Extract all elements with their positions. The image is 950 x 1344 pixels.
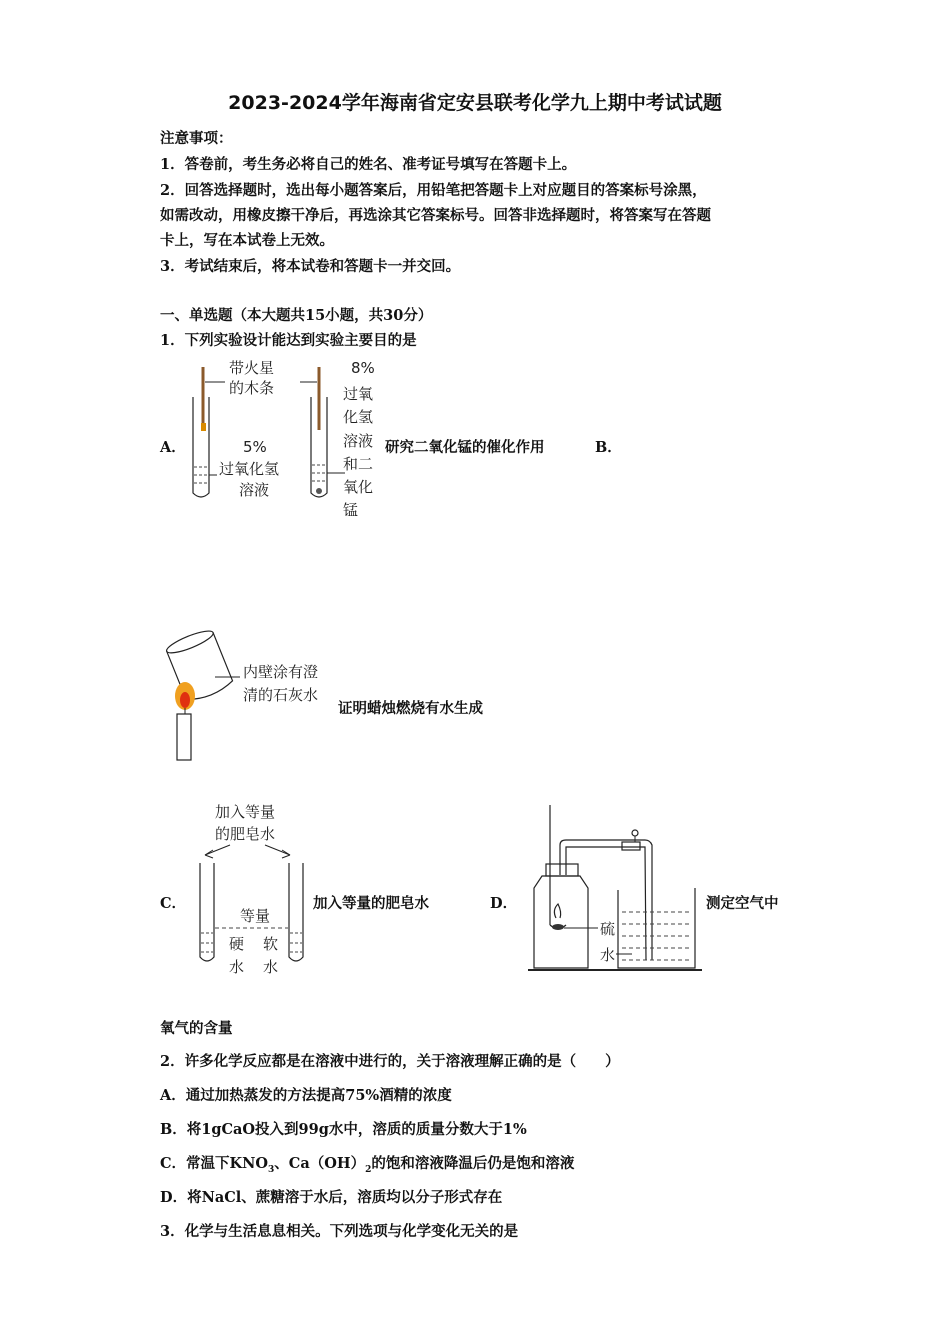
- label-splint-1: 带火星: [229, 359, 275, 377]
- label-splint-2: 的木条: [229, 379, 275, 397]
- label-right-line: 过氧: [343, 385, 374, 403]
- label-right-line: 锰: [343, 501, 359, 519]
- notice-item: 3．考试结束后，将本试卷和答题卡一并交回。: [160, 258, 461, 275]
- section-heading: 一、单选题（本大题共15小题，共30分）: [160, 307, 433, 324]
- test-tube-left-icon: [193, 397, 209, 497]
- label-solution-left-1: 过氧化氢: [219, 460, 280, 478]
- question-3-stem: 3．化学与生活息息相关。下列选项与化学变化无关的是: [160, 1223, 519, 1240]
- figure-candle-beaker: [155, 622, 340, 767]
- label-add-soap-2: 的肥皂水: [215, 825, 276, 843]
- label-limewater-1: 内壁涂有澄: [243, 663, 319, 681]
- page-title: 2023-2024学年海南省定安县联考化学九上期中考试试题: [228, 92, 722, 114]
- label-right-line: 氧化: [343, 478, 374, 496]
- test-tube-soft-icon: [289, 863, 303, 961]
- option-a-label: A．: [160, 439, 186, 456]
- beaker-icon: [618, 888, 695, 968]
- notice-heading: 注意事项：: [160, 130, 233, 147]
- question-2-option-d: D．将NaCl、蔗糖溶于水后，溶质均以分子形式存在: [160, 1189, 503, 1206]
- option-a-caption: 研究二氧化锰的催化作用: [385, 439, 545, 456]
- label-right-line: 化氢: [343, 408, 374, 426]
- label-pct-left: 5%: [243, 438, 267, 456]
- notice-item: 1．答卷前，考生务必将自己的姓名、准考证号填写在答题卡上。: [160, 156, 577, 173]
- figure-catalyst-experiment: [185, 355, 395, 525]
- option-d-label: D．: [490, 895, 518, 912]
- label-solution-left-2: 溶液: [239, 481, 270, 499]
- notice-item: 2．回答选择题时，选出每小题答案后，用铅笔把答题卡上对应题目的答案标号涂黑，: [160, 182, 707, 199]
- figure-soap-water: [185, 795, 310, 980]
- label-right-line: 和二: [343, 455, 374, 473]
- clamp-icon: [622, 842, 640, 850]
- test-tube-hard-icon: [200, 863, 214, 961]
- label-equal: 等量: [240, 907, 271, 925]
- flame-inner-icon: [180, 692, 190, 708]
- delivery-tube-icon: [560, 840, 652, 960]
- question-2-option-a: A．通过加热蒸发的方法提高75%酒精的浓度: [160, 1087, 452, 1104]
- label-soft-2: 水: [263, 958, 279, 976]
- question-1-stem: 1．下列实验设计能达到实验主要目的是: [160, 332, 417, 349]
- option-c-caption: 加入等量的肥皂水: [313, 895, 429, 912]
- gas-jar-icon: [534, 876, 588, 968]
- label-add-soap-1: 加入等量: [215, 803, 276, 821]
- ember-icon: [201, 423, 206, 431]
- notice-item: 卡上，写在本试卷上无效。: [160, 232, 334, 249]
- question-2-stem: 2．许多化学反应都是在溶液中进行的，关于溶液理解正确的是（ ）: [160, 1053, 620, 1070]
- stopper-icon: [546, 864, 578, 876]
- label-right-line: 溶液: [343, 432, 374, 450]
- option-b-caption: 证明蜡烛燃烧有水生成: [338, 700, 483, 717]
- label-water: 水: [600, 946, 616, 964]
- candle-icon: [177, 714, 191, 760]
- label-pct-right: 8%: [351, 359, 375, 377]
- label-sulfur: 硫: [600, 920, 616, 938]
- notice-item: 如需改动，用橡皮擦干净后，再选涂其它答案标号。回答非选择题时，将答案写在答题: [160, 207, 711, 224]
- mno2-powder-icon: [316, 488, 322, 494]
- option-b-label: B．: [595, 439, 622, 456]
- question-2-option-c: C．常温下$KNO_3$、$Ca(OH)_2$的饱和溶液降温后仍是饱和溶液: [160, 1155, 575, 1175]
- question-2-option-b: B．将1gCaO投入到99g水中，溶质的质量分数大于1%: [160, 1121, 527, 1138]
- label-soft-1: 软: [263, 935, 279, 953]
- figure-oxygen-content: [520, 800, 710, 975]
- label-hard-1: 硬: [229, 935, 245, 953]
- option-d-caption-cont: 氧气的含量: [160, 1020, 233, 1037]
- label-hard-2: 水: [229, 958, 245, 976]
- option-d-caption: 测定空气中: [706, 895, 779, 912]
- label-limewater-2: 清的石灰水: [243, 686, 319, 704]
- option-c-label: C．: [160, 895, 187, 912]
